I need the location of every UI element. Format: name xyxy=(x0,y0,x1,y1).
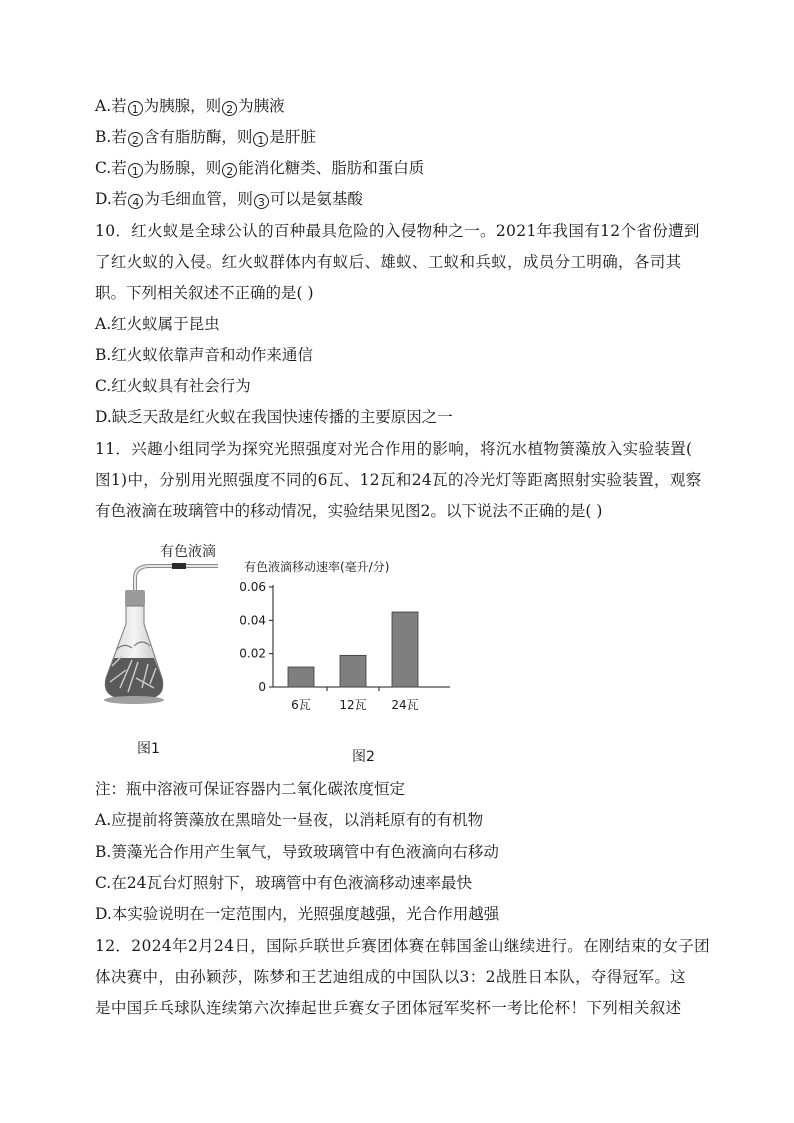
q10-option-b: B.红火蚁依靠声音和动作来通信 xyxy=(95,346,313,364)
q9-option-mid: 为毛细血管，则 xyxy=(144,190,253,208)
q9-option-mid: 为肠腺，则 xyxy=(143,159,222,177)
bar xyxy=(288,667,314,687)
q9-option-a xyxy=(95,96,285,116)
chart-title: 有色液滴移动速率(毫升/分) xyxy=(244,560,390,574)
q12-stem-line: 12．2024年2月24日，国际乒联世乒赛团体赛在韩国釜山继续进行。在刚结束的女子团 xyxy=(95,937,710,955)
q9-option-suffix: 可以是氨基酸 xyxy=(269,190,363,208)
q11-option-d: D.本实验说明在一定范围内，光照强度越强，光合作用越强 xyxy=(95,905,500,923)
q11-option-a: A.应提前将箦藻放在黑暗处一昼夜，以消耗原有的有机物 xyxy=(95,811,484,829)
x-tick-label: 12瓦 xyxy=(339,698,367,712)
q12-stem-line: 是中国乒乓球队连续第六次捧起世乒赛女子团体冠军奖杯一考比伦杯！下列相关叙述 xyxy=(95,999,682,1017)
circled-number: 2 xyxy=(222,101,237,116)
circled-number: 1 xyxy=(128,163,143,178)
q10-stem-line: 职。下列相关叙述不正确的是( ) xyxy=(95,284,314,302)
circled-number: 1 xyxy=(253,132,268,147)
figure-2-bar-chart xyxy=(228,555,458,730)
y-tick-label: 0 xyxy=(258,680,266,694)
q12-stem-line: 体决赛中，由孙颖莎，陈梦和王艺迪组成的中国队以3：2战胜日本队，夺得冠军。这 xyxy=(95,968,687,986)
figure-1-apparatus xyxy=(98,538,228,713)
q11-stem-line: 11．兴趣小组同学为探究光照强度对光合作用的影响，将沉水植物箦藻放入实验装置( xyxy=(95,440,693,458)
q10-stem-line: 了红火蚁的入侵。红火蚁群体内有蚁后、雄蚁、工蚁和兵蚁，成员分工明确，各司其 xyxy=(95,253,682,271)
x-tick-label: 6瓦 xyxy=(291,698,311,712)
bar xyxy=(340,655,366,687)
q9-option-d xyxy=(95,189,363,209)
q9-option-prefix: A.若 xyxy=(95,97,127,115)
q10-option-d: D.缺乏天敌是红火蚁在我国快速传播的主要原因之一 xyxy=(95,408,453,426)
drop-label: 有色液滴 xyxy=(160,544,216,560)
q11-note: 注：瓶中溶液可保证容器内二氧化碳浓度恒定 xyxy=(95,780,406,798)
x-tick-label: 24瓦 xyxy=(391,698,419,712)
q10-option-a: A.红火蚁属于昆虫 xyxy=(95,315,220,333)
q11-option-c: C.在24瓦台灯照射下，玻璃管中有色液滴移动速率最快 xyxy=(95,874,472,892)
q10-option-c: C.红火蚁具有社会行为 xyxy=(95,377,251,395)
circled-number: 2 xyxy=(128,132,143,147)
circled-number: 3 xyxy=(254,194,269,209)
q9-option-mid: 含有脂肪酶，则 xyxy=(143,128,253,146)
q9-option-suffix: 为胰液 xyxy=(238,97,285,115)
q10-stem-line: 10．红火蚁是全球公认的百种最具危险的入侵物种之一。2021年我国有12个省份遭到 xyxy=(95,222,700,240)
q11-stem-line: 图1)中，分别用光照强度不同的6瓦、12瓦和24瓦的冷光灯等距离照射实验装置，观察 xyxy=(95,471,702,489)
q9-option-b xyxy=(95,127,316,147)
q9-option-prefix: D.若 xyxy=(95,190,128,208)
y-tick-label: 0.04 xyxy=(239,613,266,628)
circled-number: 2 xyxy=(222,163,237,178)
flask-illustration xyxy=(98,538,228,713)
circled-number: 4 xyxy=(128,194,143,209)
q9-option-c xyxy=(95,158,424,178)
circled-number: 1 xyxy=(128,101,143,116)
q9-option-suffix: 能消化糖类、脂肪和蛋白质 xyxy=(238,159,425,177)
q9-option-mid: 为胰腺，则 xyxy=(143,97,222,115)
figure-1-caption: 图1 xyxy=(137,741,160,757)
q9-option-prefix: B.若 xyxy=(95,128,127,146)
bar xyxy=(392,612,418,687)
q11-stem-line: 有色液滴在玻璃管中的移动情况，实验结果见图2。以下说法不正确的是( ) xyxy=(95,502,603,520)
figure-2-caption: 图2 xyxy=(352,749,375,765)
y-tick-label: 0.06 xyxy=(239,580,266,594)
y-tick-label: 0.02 xyxy=(239,646,266,661)
q9-option-suffix: 是肝脏 xyxy=(269,128,316,146)
q11-option-b: B.箦藻光合作用产生氧气，导致玻璃管中有色液滴向右移动 xyxy=(95,843,499,861)
q9-option-prefix: C.若 xyxy=(95,159,127,177)
